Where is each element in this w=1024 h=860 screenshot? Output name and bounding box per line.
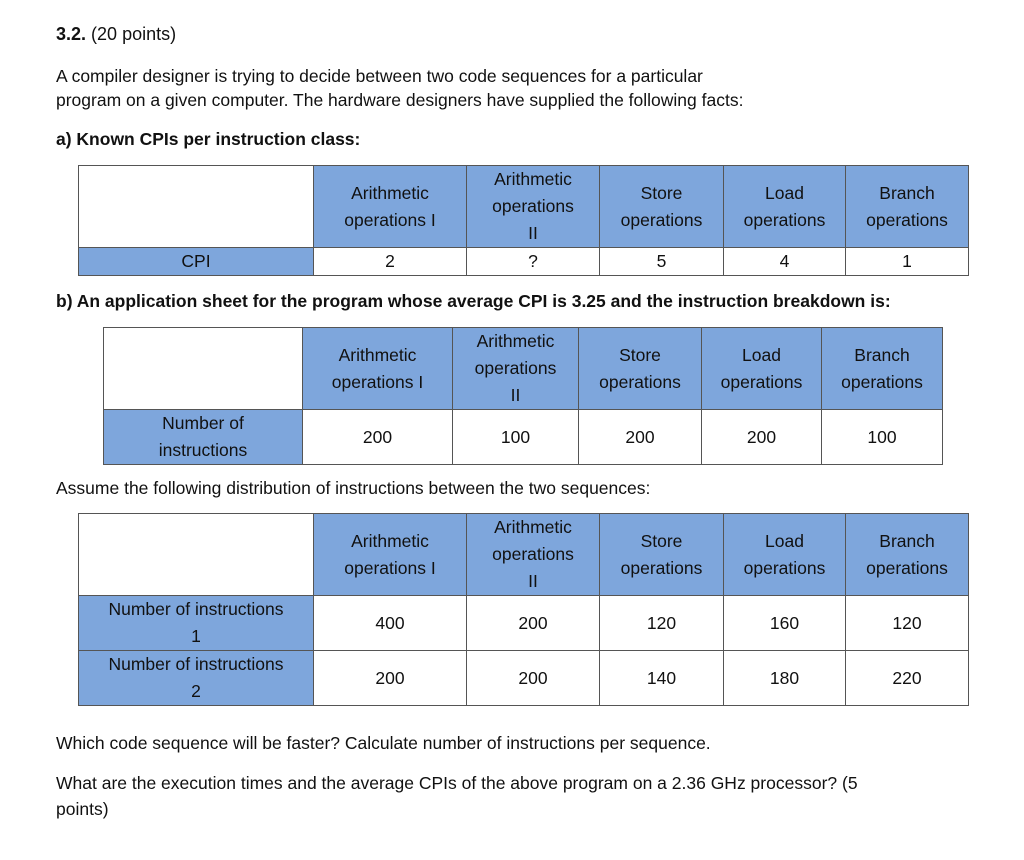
cpi-store: 5 xyxy=(600,248,724,276)
table-a-corner xyxy=(79,166,314,248)
seq2-arith1: 200 xyxy=(314,651,467,706)
col-header-arith1: Arithmetic operations I xyxy=(303,328,453,410)
row-label-sequence-1: Number of instructions 1 xyxy=(79,596,314,651)
count-branch: 100 xyxy=(822,410,943,465)
col-header-load: Load operations xyxy=(724,514,846,596)
problem-number: 3.2. xyxy=(56,24,87,44)
col-header-branch: Branch operations xyxy=(846,166,969,248)
count-arith1: 200 xyxy=(303,410,453,465)
count-load: 200 xyxy=(702,410,822,465)
seq2-arith2: 200 xyxy=(467,651,600,706)
col-header-arith2: Arithmetic operations II xyxy=(467,166,600,248)
table-b-corner xyxy=(104,328,303,410)
cpi-arith2: ? xyxy=(467,248,600,276)
problem-intro xyxy=(56,64,856,112)
question-2 xyxy=(56,770,996,822)
col-header-load: Load operations xyxy=(702,328,822,410)
col-header-store: Store operations xyxy=(600,514,724,596)
table-row xyxy=(79,514,969,596)
section-b-title: b) An application sheet for the program whose average CPI is 3.25 and the instruction breakdown is: xyxy=(56,291,891,311)
section-a-title: a) Known CPIs per instruction class: xyxy=(56,129,361,149)
seq1-store: 120 xyxy=(600,596,724,651)
table-a xyxy=(78,165,969,276)
col-header-load: Load operations xyxy=(724,166,846,248)
col-header-store: Store operations xyxy=(579,328,702,410)
problem-heading xyxy=(56,24,176,45)
col-header-arith1: Arithmetic operations I xyxy=(314,514,467,596)
table-c xyxy=(78,513,969,706)
table-row xyxy=(79,596,969,651)
table-row xyxy=(79,248,969,276)
table-row xyxy=(104,410,943,465)
intro-line-1: A compiler designer is trying to decide between two code sequences for a particular xyxy=(56,66,703,86)
seq2-load: 180 xyxy=(724,651,846,706)
seq1-arith2: 200 xyxy=(467,596,600,651)
seq1-arith1: 400 xyxy=(314,596,467,651)
question-2-line-1: What are the execution times and the average CPIs of the above program on a 2.36 GHz processor? (5 xyxy=(56,773,858,793)
table-row xyxy=(104,328,943,410)
table-c-corner xyxy=(79,514,314,596)
count-store: 200 xyxy=(579,410,702,465)
question-1: Which code sequence will be faster? Calculate number of instructions per sequence. xyxy=(56,733,711,753)
row-label-sequence-2: Number of instructions 2 xyxy=(79,651,314,706)
col-header-arith2: Arithmetic operations II xyxy=(453,328,579,410)
table-b xyxy=(103,327,943,465)
seq1-branch: 120 xyxy=(846,596,969,651)
question-2-line-2: points) xyxy=(56,799,109,819)
seq1-load: 160 xyxy=(724,596,846,651)
cpi-branch: 1 xyxy=(846,248,969,276)
distribution-intro: Assume the following distribution of instructions between the two sequences: xyxy=(56,478,651,498)
col-header-store: Store operations xyxy=(600,166,724,248)
row-label-cpi: CPI xyxy=(79,248,314,276)
cpi-arith1: 2 xyxy=(314,248,467,276)
col-header-branch: Branch operations xyxy=(846,514,969,596)
table-row xyxy=(79,651,969,706)
intro-line-2: program on a given computer. The hardware designers have supplied the following facts: xyxy=(56,90,744,110)
count-arith2: 100 xyxy=(453,410,579,465)
cpi-load: 4 xyxy=(724,248,846,276)
row-label-number-of-instructions: Number of instructions xyxy=(104,410,303,465)
seq2-branch: 220 xyxy=(846,651,969,706)
table-row xyxy=(79,166,969,248)
seq2-store: 140 xyxy=(600,651,724,706)
col-header-arith1: Arithmetic operations I xyxy=(314,166,467,248)
col-header-branch: Branch operations xyxy=(822,328,943,410)
col-header-arith2: Arithmetic operations II xyxy=(467,514,600,596)
problem-points: (20 points) xyxy=(91,24,177,44)
